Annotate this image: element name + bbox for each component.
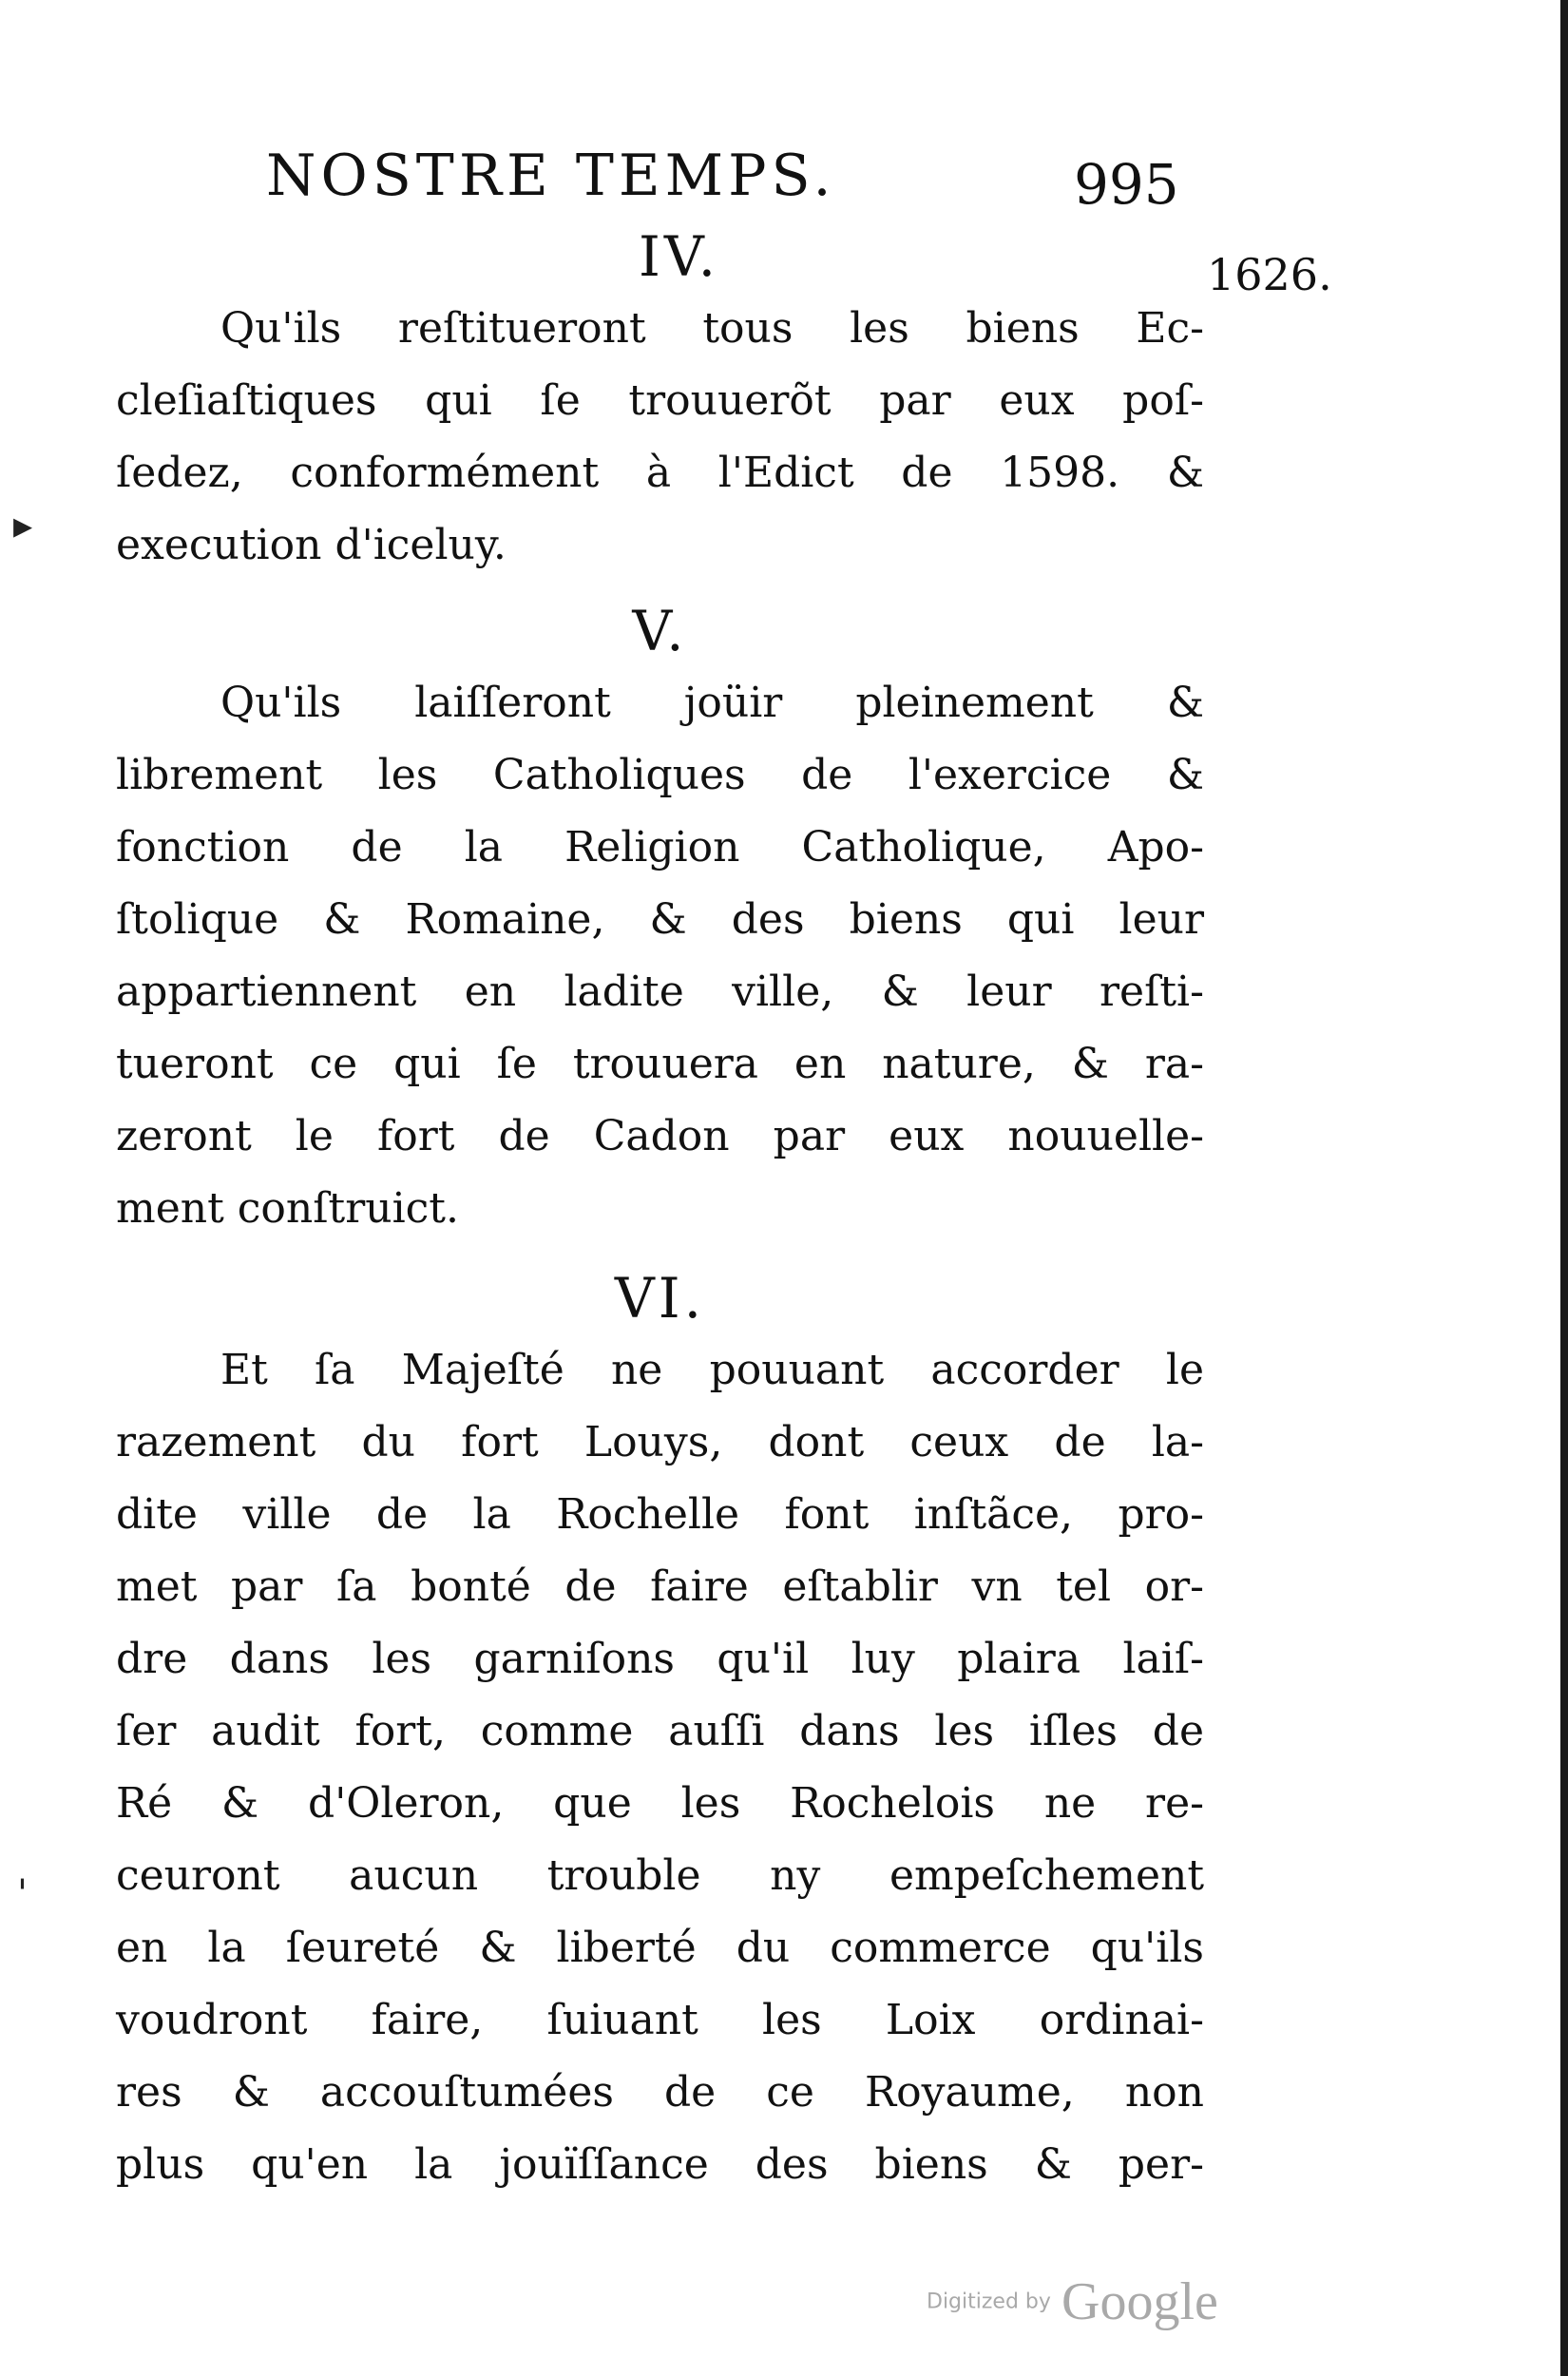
running-head: NOSTRE TEMPS. — [266, 143, 836, 209]
text-line: ſtolique & Romaine, & des biens qui leur — [116, 895, 1204, 944]
text-line: zeront le fort de Cadon par eux nouuelle- — [116, 1112, 1204, 1160]
text-line: Qu'ils reſtitueront tous les biens Ec- — [220, 304, 1204, 353]
text-line: dre dans les garniſons qu'il luy plaira laiſ- — [116, 1635, 1204, 1683]
text-line: ment conſtruict. — [116, 1184, 459, 1233]
text-line: met par ſa bonté de faire eſtablir vn tel or- — [116, 1562, 1204, 1611]
page-number: 995 — [1074, 152, 1179, 217]
text-line: ſer audit fort, comme auſſi dans les iſles de — [116, 1707, 1204, 1755]
text-line: appartiennent en ladite ville, & leur reſti- — [116, 968, 1204, 1016]
article-heading-vi: VI. — [614, 1266, 706, 1331]
text-line: plus qu'en la jouïſſance des biens & per- — [116, 2140, 1204, 2189]
margin-year-note: 1626. — [1207, 249, 1332, 300]
body-text — [116, 220, 1204, 2201]
text-line: cleſiaſtiques qui ſe trouuerõt par eux poſ- — [116, 376, 1204, 425]
article-heading-v: V. — [632, 599, 688, 663]
text-line: execution d'iceluy. — [116, 521, 507, 569]
article-v-text — [116, 667, 1204, 1245]
text-line: Ré & d'Oleron, que les Rochelois ne re- — [116, 1779, 1204, 1828]
text-line: tueront ce qui ſe trouuera en nature, & ra- — [116, 1040, 1204, 1088]
text-line: Qu'ils laiſſeront joüir pleinement & — [220, 679, 1204, 727]
text-line: voudront faire, ſuiuant les Loix ordinai- — [116, 1996, 1204, 2044]
ink-speck: ' — [17, 1872, 28, 1916]
text-line: librement les Catholiques de l'exercice & — [116, 751, 1204, 799]
watermark-prefix: Digitized by — [927, 2290, 1051, 2314]
article-iv-text — [116, 293, 1204, 582]
text-line: dite ville de la Rochelle font inſtãce, pro- — [116, 1490, 1204, 1539]
google-logo-text: Google — [1061, 2272, 1218, 2331]
digitized-by-google-watermark — [927, 2271, 1218, 2332]
text-line: razement du fort Louys, dont ceux de la- — [116, 1418, 1204, 1466]
article-heading-iv: IV. — [638, 224, 720, 289]
text-line: en la ſeureté & liberté du commerce qu'ils — [116, 1924, 1204, 1972]
text-line: ceuront aucun trouble ny empeſchement — [116, 1851, 1204, 1900]
text-line: fonction de la Religion Catholique, Apo- — [116, 823, 1204, 872]
text-line: ſedez, conformément à l'Edict de 1598. & — [116, 449, 1204, 497]
text-line: Et ſa Majeſté ne pouuant accorder le — [220, 1346, 1204, 1394]
scan-edge-border — [1560, 0, 1568, 2376]
article-vi-text — [116, 1334, 1204, 2201]
text-line: res & accouſtumées de ce Royaume, non — [116, 2068, 1204, 2117]
ink-speck: ▸ — [13, 504, 33, 547]
